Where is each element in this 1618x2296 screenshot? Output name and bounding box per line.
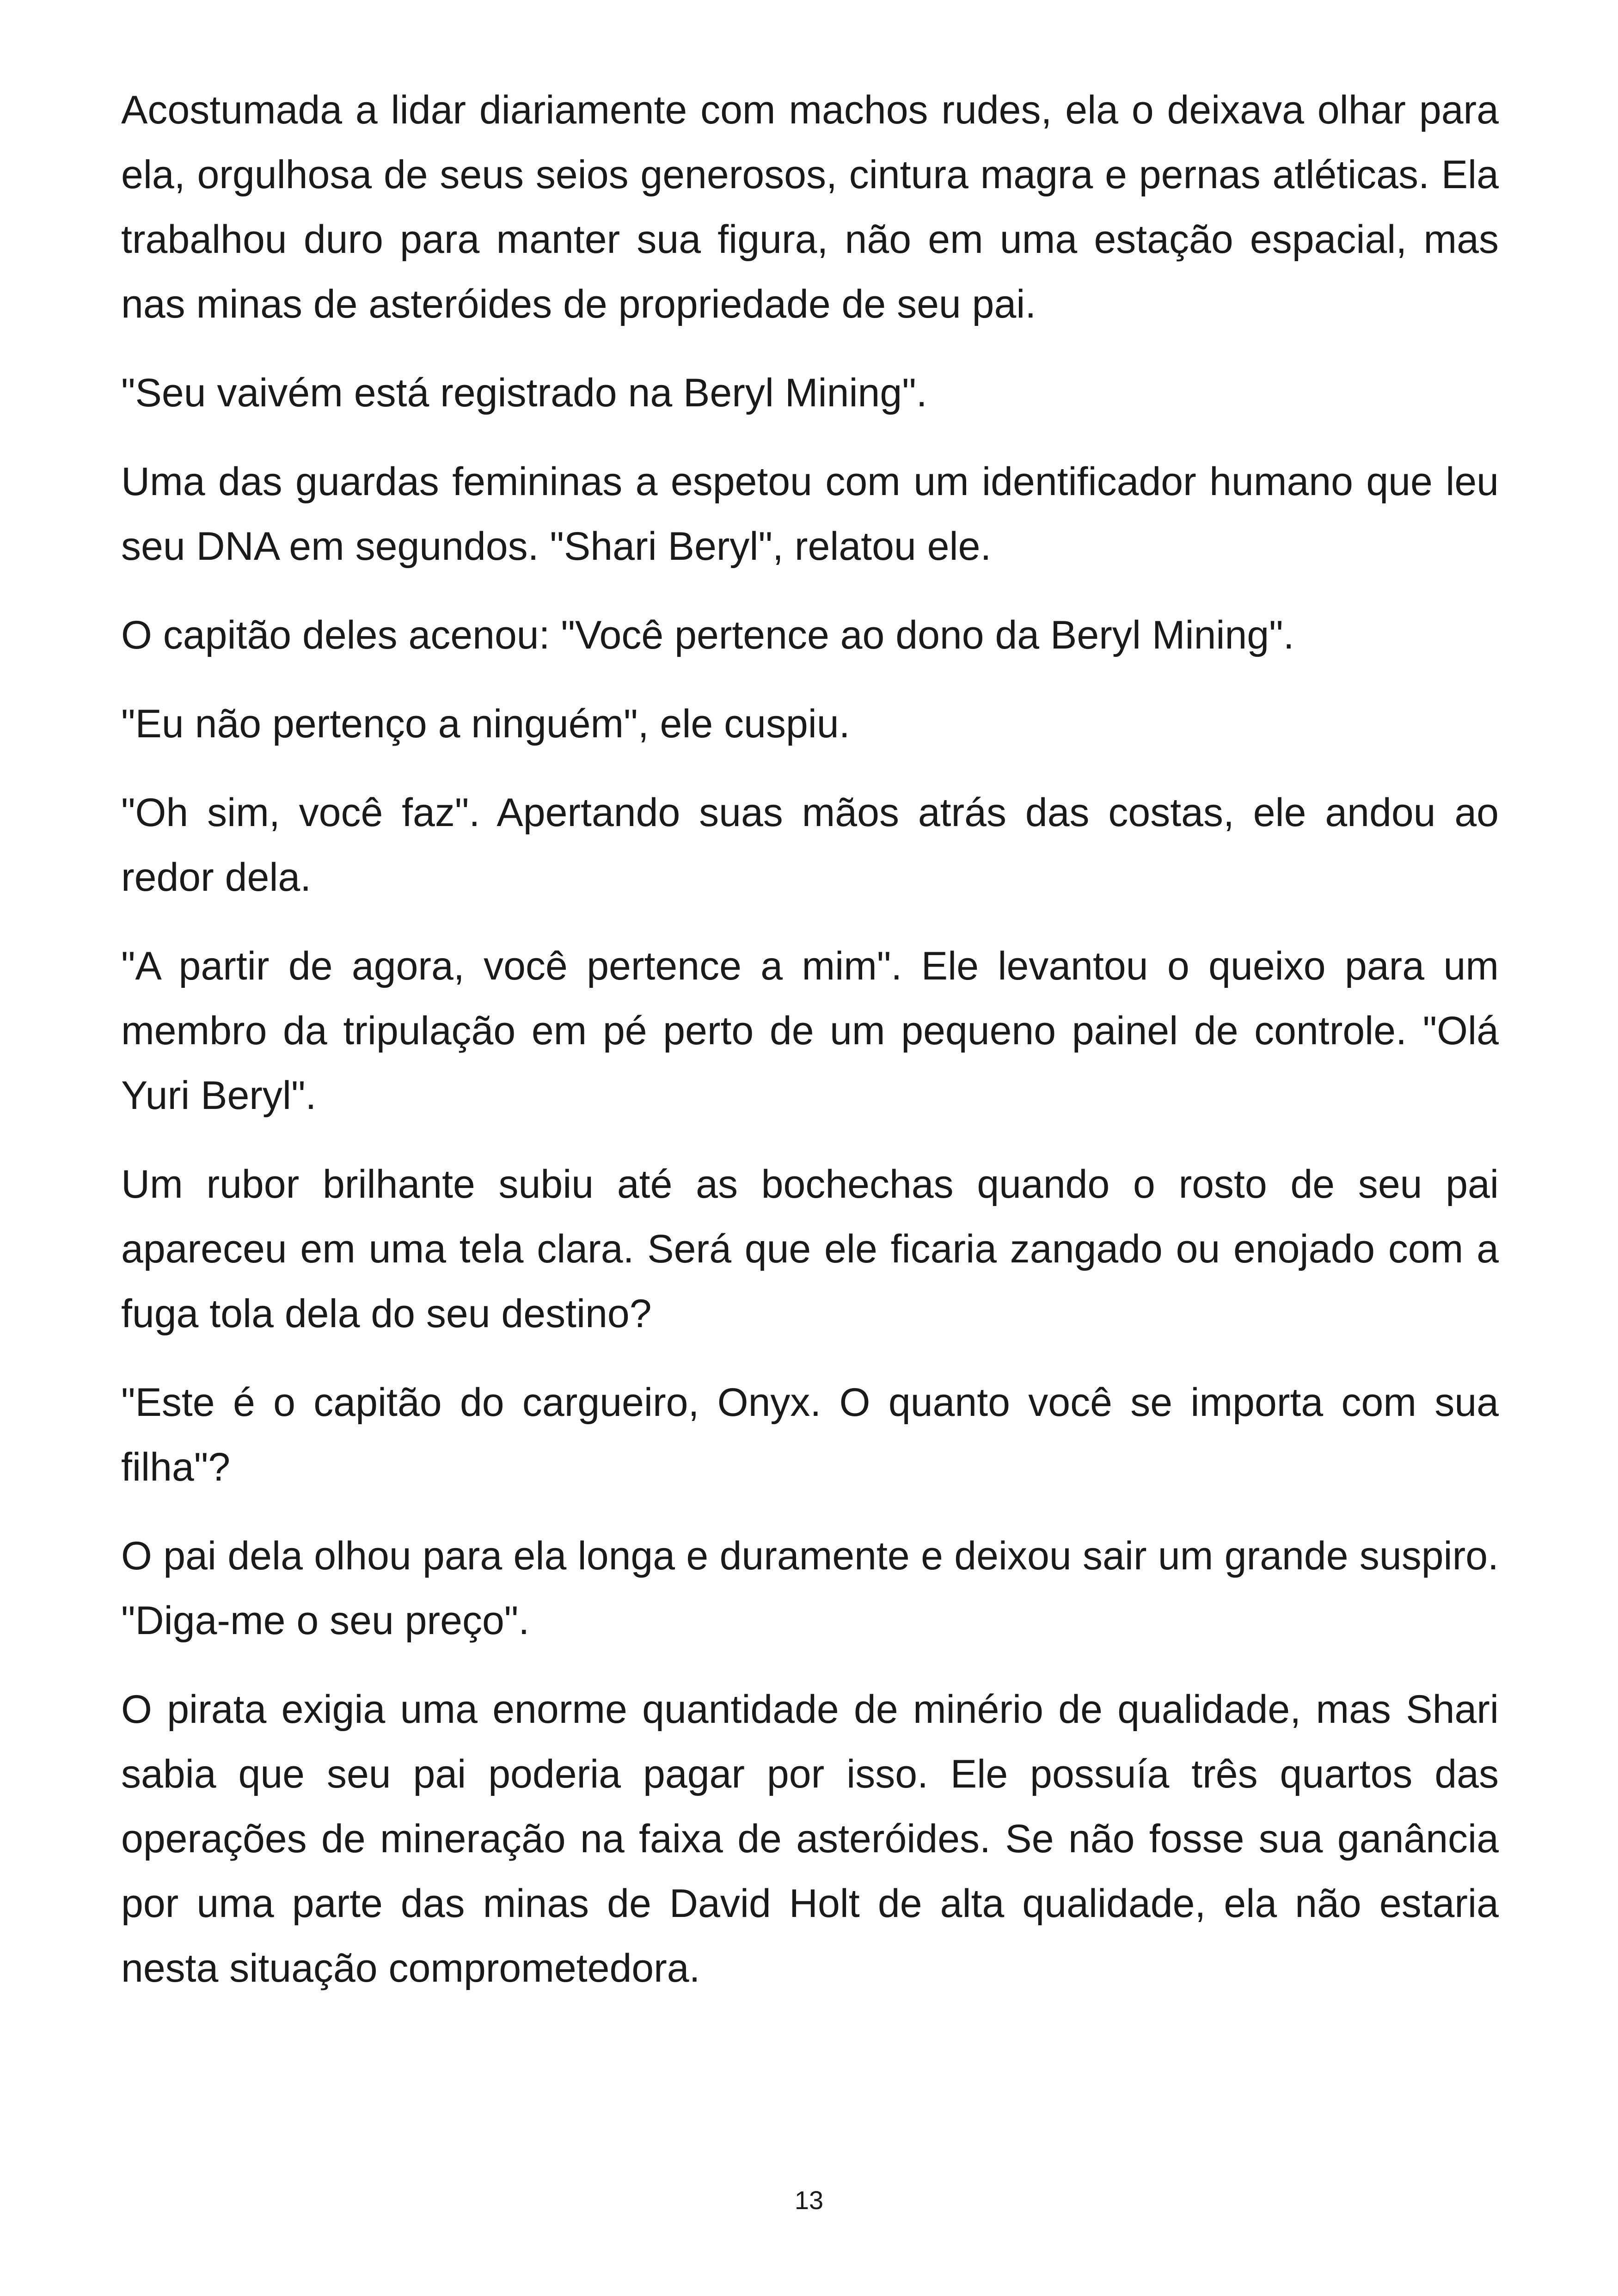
paragraph: Acostumada a lidar diariamente com machos rudes, ela o deixava olhar para ela, orgulhosa de seus seios generosos, cintura magra e pernas atléticas. Ela trabalhou duro para manter sua figura, não em uma estação espacial, mas nas minas de asteróides de propriedade de seu pai. (121, 88, 1499, 326)
paragraph: "Seu vaivém está registrado na Beryl Mining". (121, 371, 927, 415)
paragraph: O pai dela olhou para ela longa e duramente e deixou sair um grande suspiro. "Diga-me o seu preço". (121, 1534, 1499, 1643)
paragraph: "A partir de agora, você pertence a mim". Ele levantou o queixo para um membro da tripulação em pé perto de um pequeno painel de controle. "Olá Yuri Beryl". (121, 944, 1499, 1118)
paragraph: "Este é o capitão do cargueiro, Onyx. O quanto você se importa com sua filha"? (121, 1380, 1499, 1489)
page-number: 13 (794, 2186, 824, 2215)
paragraph: Um rubor brilhante subiu até as bochechas quando o rosto de seu pai apareceu em uma tela clara. Será que ele ficaria zangado ou enojado com a fuga tola dela do seu destino? (121, 1162, 1499, 1336)
paragraph: O pirata exigia uma enorme quantidade de minério de qualidade, mas Shari sabia que seu pai poderia pagar por isso. Ele possuía três quartos das operações de mineração na faixa de asteróides. Se não fosse sua ganância por uma parte das minas de David Holt de alta qualidade, ela não estaria nesta situação comprometedora. (121, 1687, 1499, 1990)
body-text (121, 78, 1499, 2025)
paragraph: "Eu não pertenço a ninguém", ele cuspiu. (121, 702, 850, 746)
paragraph: "Oh sim, você faz". Apertando suas mãos atrás das costas, ele andou ao redor dela. (121, 790, 1499, 900)
paragraph: Uma das guardas femininas a espetou com um identificador humano que leu seu DNA em segundos. "Shari Beryl", relatou ele. (121, 459, 1499, 569)
paragraph: O capitão deles acenou: "Você pertence ao dono da Beryl Mining". (121, 613, 1294, 657)
